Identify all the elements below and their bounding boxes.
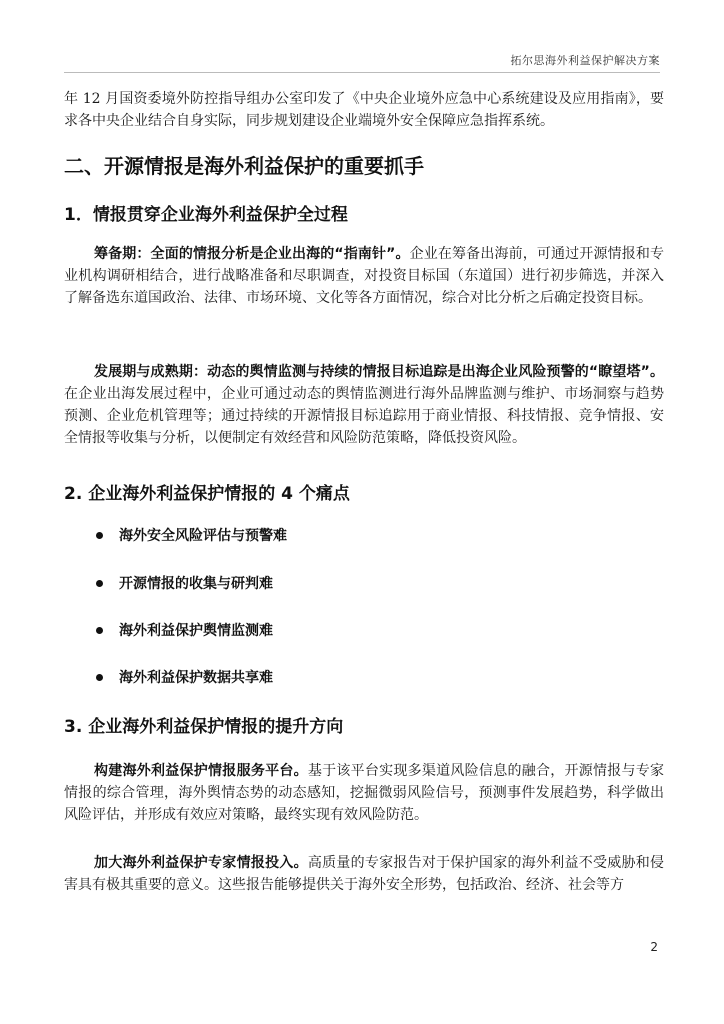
subsection-2-title: 2. 企业海外利益保护情报的 4 个痛点	[64, 484, 350, 504]
paragraph-lead: 加大海外利益保护专家情报投入。	[94, 855, 308, 871]
bullet-text: 海外安全风险评估与预警难	[119, 528, 287, 544]
paragraph-platform	[64, 760, 664, 826]
intro-paragraph: 年 12 月国资委境外防控指导组办公室印发了《中央企业境外应急中心系统建设及应用指南》，要求各中央企业结合自身实际，同步规划建设企业端境外安全保障应急指挥系统。	[64, 91, 664, 129]
bullet-dot-icon	[96, 627, 103, 634]
subsection-3-title: 3. 企业海外利益保护情报的提升方向	[64, 717, 344, 737]
paragraph-expert-intel	[64, 852, 664, 896]
paragraph-lead: 筹备期：全面的情报分析是企业出海的“指南针”。	[94, 246, 410, 262]
bullet-text: 海外利益保护舆情监测难	[119, 623, 273, 639]
bullet-item	[96, 667, 273, 687]
paragraph-growth-phase	[64, 361, 664, 449]
bullet-dot-icon	[96, 674, 103, 681]
section-2-title: 二、开源情报是海外利益保护的重要抓手	[64, 154, 424, 178]
running-header: 拓尔思海外利益保护解决方案	[510, 54, 660, 67]
bullet-item	[96, 525, 287, 545]
paragraph-lead: 构建海外利益保护情报服务平台。	[94, 763, 308, 779]
paragraph-body: 在企业出海发展过程中，企业可通过动态的舆情监测进行海外品牌监测与维护、市场洞察与趋势预测、企业危机管理等；通过持续的开源情报目标追踪用于商业情报、科技情报、竞争情报、安全情报等收集与分析，以便制定有效经营和风险防范策略，降低投资风险。	[64, 386, 664, 446]
bullet-dot-icon	[96, 532, 103, 539]
page-number: 2	[650, 940, 658, 954]
paragraph-lead: 发展期与成熟期：动态的舆情监测与持续的情报目标追踪是出海企业风险预警的“瞭望塔”。	[94, 364, 664, 380]
bullet-text: 开源情报的收集与研判难	[119, 576, 273, 592]
paragraph-body: 高质量的专家报告对于保护国家的海外利益不受威胁和侵害具有极其重要的意义。这些报告能够提供关于海外安全形势，包括政治、经济、社会等方	[64, 855, 665, 893]
bullet-dot-icon	[96, 580, 103, 587]
bullet-item	[96, 573, 273, 593]
paragraph-body: 企业在筹备出海前，可通过开源情报和专业机构调研相结合，进行战略准备和尽职调查，对投资目标国（东道国）进行初步筛选，并深入了解备选东道国政治、法律、市场环境、文化等各方面情况，综合对比分析之后确定投资目标。	[64, 246, 665, 306]
subsection-1-title: 1．情报贯穿企业海外利益保护全过程	[64, 205, 348, 225]
paragraph-body: 基于该平台实现多渠道风险信息的融合，开源情报与专家情报的综合管理，海外舆情态势的动态感知，挖掘微弱风险信号，预测事件发展趋势，科学做出风险评估，并形成有效应对策略，最终实现有效风险防范。	[64, 763, 665, 823]
header-divider	[64, 72, 660, 73]
paragraph-preparation-phase	[64, 243, 664, 309]
bullet-item	[96, 620, 273, 640]
bullet-text: 海外利益保护数据共享难	[119, 670, 273, 686]
